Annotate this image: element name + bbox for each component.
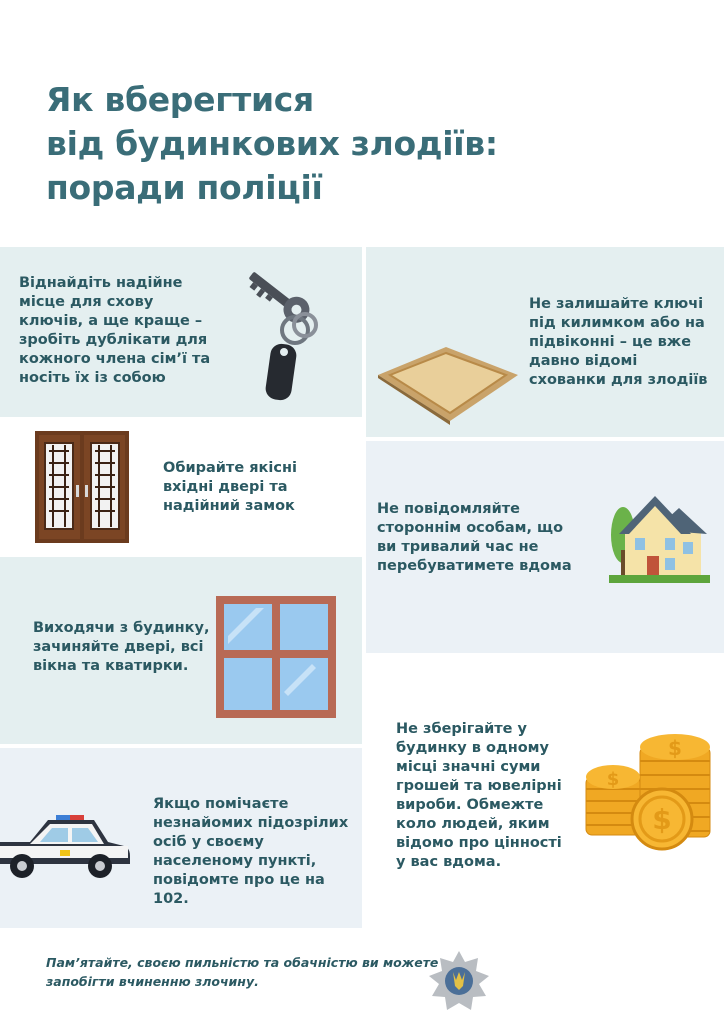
tip-door-text: Обирайте якісні вхідні двері та надійний замок — [163, 460, 297, 514]
keys-icon — [230, 268, 330, 403]
footer-line-1: Пам’ятайте, своєю пильністю та обачністю ви можете — [46, 955, 439, 970]
tip-window-text: Виходячи з будинку, зачиняйте двері, всі вікна та кватирки. — [33, 620, 210, 674]
coins-icon — [582, 733, 712, 853]
svg-text:$: $ — [606, 769, 620, 790]
tip-coins-text: Не зберігайте у будинку в одному місці значні суми грошей та ювелірні вироби. Обмежте коло людей, яким відомо про цінності у вас вдома. — [396, 721, 562, 870]
title-line-1: Як вберегтися — [46, 80, 314, 119]
title-line-2: від будинкових злодіїв: — [46, 124, 498, 163]
tip-keys-text: Віднайдіть надійне місце для схову ключів, а ще краще – зробіть дублікати для кожного члена сім’ї та носіть їх із собою — [19, 275, 211, 386]
footer-note — [46, 953, 438, 991]
police-car-icon — [0, 812, 132, 880]
window-icon — [216, 596, 336, 718]
footer-line-2: запобігти вчиненню злочину. — [46, 974, 259, 989]
page-title — [46, 78, 498, 210]
title-line-3: поради поліції — [46, 168, 323, 207]
svg-text:$: $ — [668, 736, 682, 760]
tip-police-text: Якщо помічаєте незнайомих підозрілих осіб у своєму населеному пункті, повідомте про це на 102. — [153, 796, 349, 907]
tip-house-text: Не повідомляйте стороннім особам, що ви тривалий час не перебуватимете вдома — [377, 501, 572, 574]
svg-text:$: $ — [652, 803, 672, 836]
doormat-icon — [376, 345, 521, 425]
police-emblem-icon — [428, 950, 490, 1012]
tip-doormat-text: Не залишайте ключі під килимком або на підвіконні – це вже давно відомі схованки для злодіїв — [529, 296, 708, 388]
house-icon — [607, 490, 712, 585]
door-icon — [35, 431, 129, 543]
